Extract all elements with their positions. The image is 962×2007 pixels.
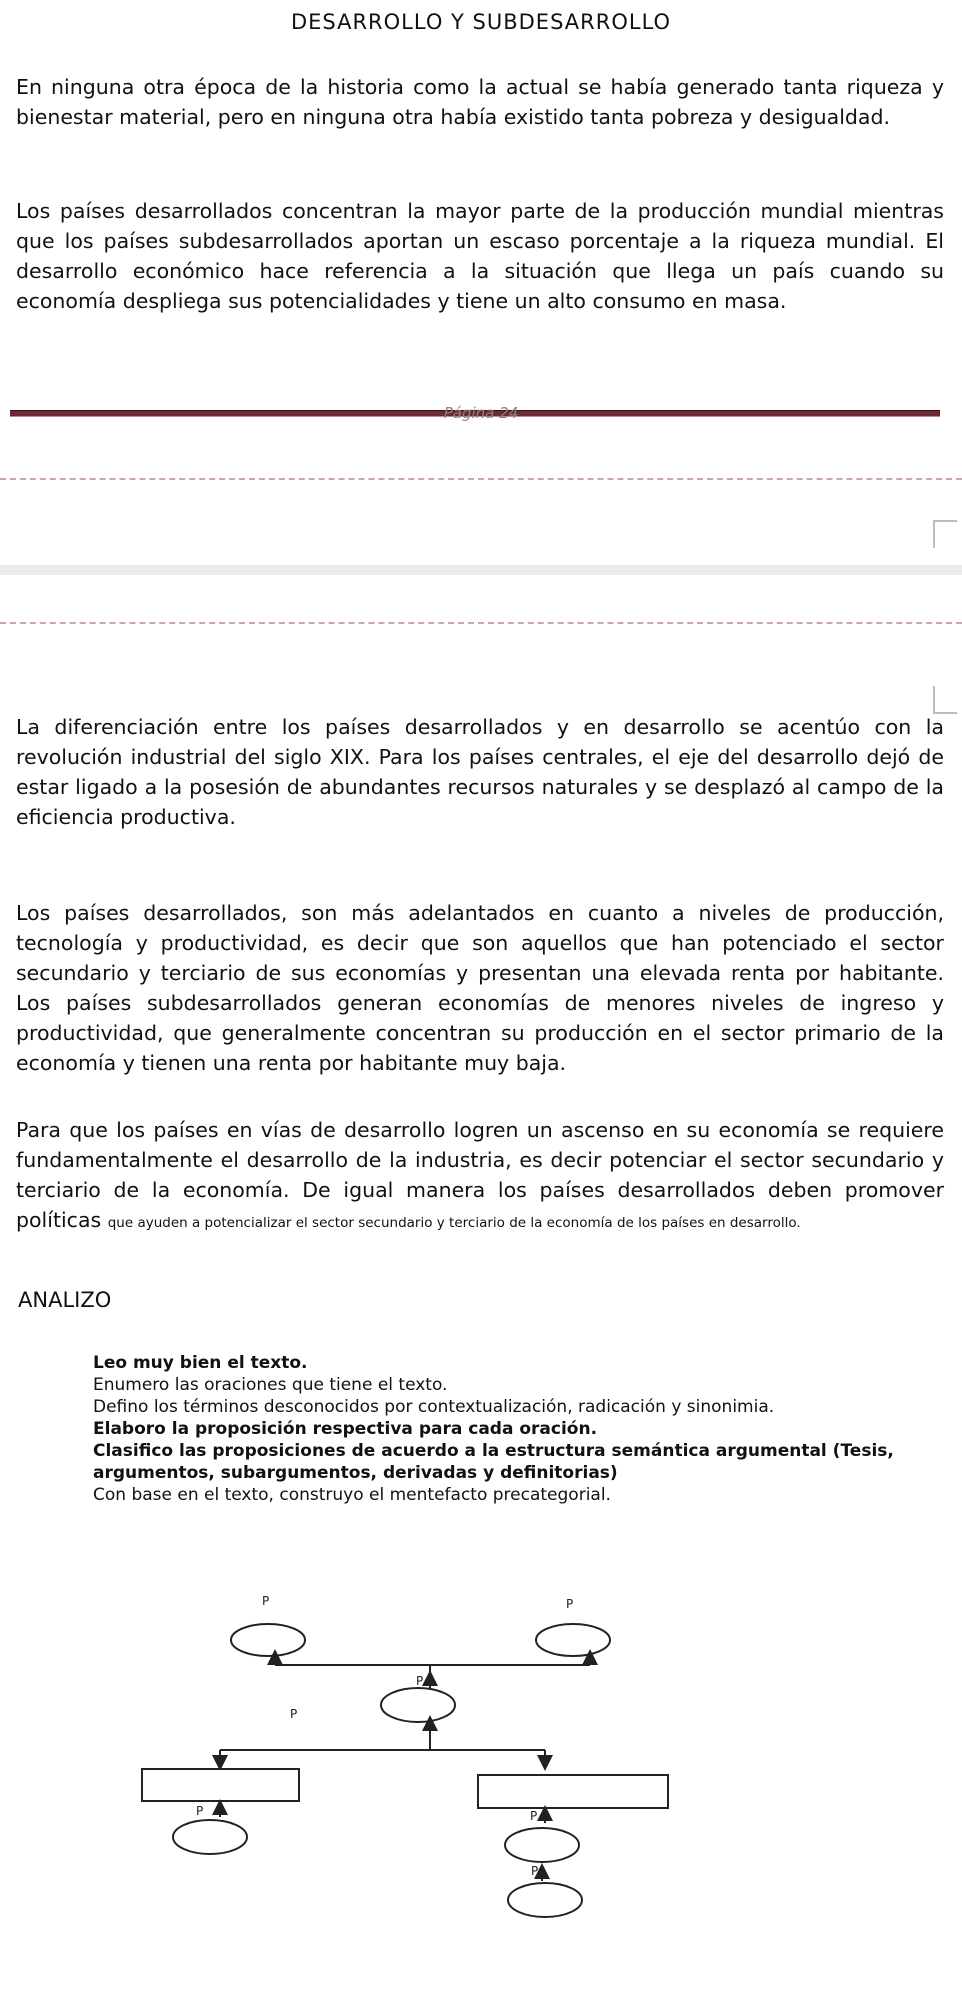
- page-gap: [0, 565, 962, 575]
- task-item: Defino los términos desconocidos por contextualización, radicación y sinonimia.: [93, 1397, 775, 1417]
- paragraph-1: En ninguna otra época de la historia como la actual se había generado tanta riqueza y bienestar material, pero en ninguna otra había existido tanta pobreza y desigualdad.: [16, 75, 944, 129]
- box-left: [142, 1769, 299, 1801]
- paragraph-5-main: Para que los países en vías de desarrollo logren un ascenso en su economía se requiere fundamentalmente el desarrollo de la industria, es decir potenciar el sector secundario y terciario de la economía. De igual manera los países desarrollados deben promover políticas: [16, 1118, 944, 1232]
- box-right: [478, 1775, 668, 1808]
- paragraph-2: Los países desarrollados concentran la mayor parte de la producción mundial mientras que los países subdesarrollados aportan un escaso porcentaje a la riqueza mundial. El desarrollo económico hace referencia a la situación que llega un país cuando su economía despliega sus potencialidades y tiene un alto consumo en masa.: [16, 199, 944, 313]
- node-center: [381, 1688, 455, 1722]
- page-corner-mark-top: [933, 520, 957, 548]
- label-p: P: [290, 1707, 298, 1721]
- label-p: P: [416, 1674, 424, 1688]
- analizo-heading: ANALIZO: [18, 1288, 112, 1312]
- page-break-dashes-top: [0, 478, 962, 480]
- task-list: [93, 1352, 933, 1506]
- task-item: argumentos, subargumentos, derivadas y definitorias): [93, 1463, 618, 1483]
- node-top-right: [536, 1624, 610, 1656]
- task-item: Enumero las oraciones que tiene el texto.: [93, 1375, 448, 1395]
- page-break-dashes-bottom: [0, 622, 962, 624]
- label-p: P: [262, 1594, 270, 1608]
- paragraph-3: La diferenciación entre los países desarrollados y en desarrollo se acentúo con la revolución industrial del siglo XIX. Para los países centrales, el eje del desarrollo dejó de estar ligado a la posesión de abundantes recursos naturales y se desplazó al campo de la eficiencia productiva.: [16, 715, 944, 829]
- label-p: P: [566, 1597, 574, 1611]
- node-bottom-left: [173, 1820, 247, 1854]
- task-item: Elaboro la proposición respectiva para cada oración.: [93, 1419, 598, 1439]
- document-title: DESARROLLO Y SUBDESARROLLO: [290, 10, 672, 34]
- label-p: P: [196, 1804, 204, 1818]
- task-item: Con base en el texto, construyo el mentefacto precategorial.: [93, 1485, 611, 1505]
- mentefacto-diagram: [0, 1575, 962, 2005]
- task-item: Leo muy bien el texto.: [93, 1353, 308, 1373]
- label-p: P: [530, 1809, 538, 1823]
- page-number: Página 24: [443, 404, 519, 422]
- paragraph-5-small: que ayuden a potencializar el sector secundario y terciario de la economía de los países en desarrollo.: [107, 1215, 801, 1231]
- paragraph-5: [16, 1115, 944, 1238]
- node-bottom-right-2: [508, 1883, 582, 1917]
- page-corner-mark-bottom: [933, 686, 957, 714]
- node-top-left: [231, 1624, 305, 1656]
- task-item: Clasifico las proposiciones de acuerdo a la estructura semántica argumental (Tesis,: [93, 1441, 894, 1461]
- node-bottom-right-1: [505, 1828, 579, 1862]
- label-p: P: [531, 1864, 539, 1878]
- paragraph-4: Los países desarrollados, son más adelantados en cuanto a niveles de producción, tecnología y productividad, es decir que son aquellos que han potenciado el sector secundario y terciario de sus economías y presentan una elevada renta por habitante. Los países subdesarrollados generan economías de menores niveles de ingreso y productividad, que generalmente concentran su producción en el sector primario de la economía y tienen una renta por habitante muy baja.: [16, 901, 944, 1075]
- page-top: [0, 0, 962, 440]
